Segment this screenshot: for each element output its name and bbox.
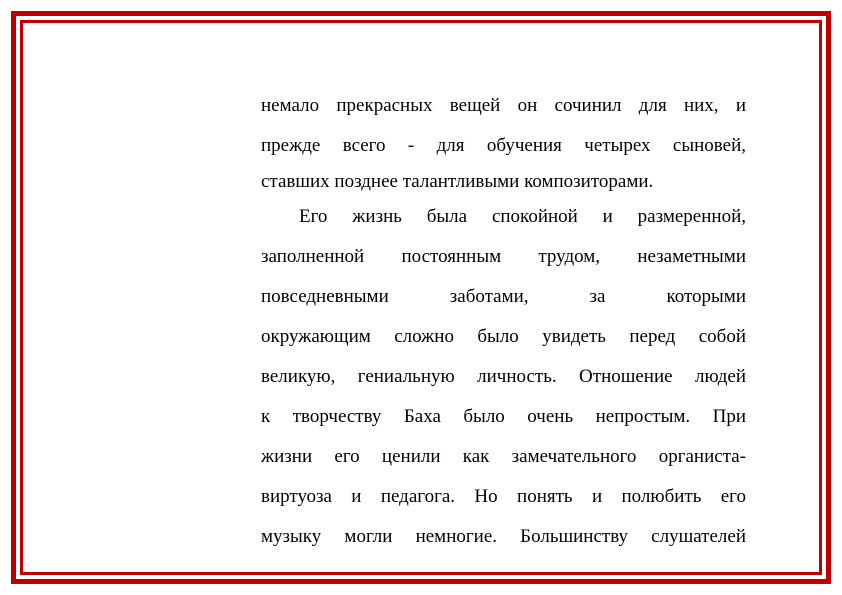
text-line: окружающим сложно было увидеть перед собой (261, 326, 746, 347)
text-line: жизни его ценили как замечательного органиста- (261, 446, 746, 467)
text-line: к творчеству Баха было очень непростым. При (261, 406, 746, 427)
text-line: музыку могли немногие. Большинству слушателей (261, 526, 746, 547)
text-line: ставших позднее талантливыми композиторами. (261, 171, 654, 192)
text-line: великую, гениальную личность. Отношение людей (261, 366, 746, 387)
paragraph-start-line: Его жизнь была спокойной и размеренной, (299, 206, 746, 227)
text-line: заполненной постоянным трудом, незаметными (261, 246, 746, 267)
text-line: немало прекрасных вещей он сочинил для них, и (261, 95, 746, 116)
body-text (261, 86, 746, 557)
text-line: прежде всего - для обучения четырех сыновей, (261, 135, 746, 156)
text-line: виртуоза и педагога. Но понять и полюбить его (261, 486, 746, 507)
text-line: повседневными заботами, за которыми (261, 286, 746, 307)
